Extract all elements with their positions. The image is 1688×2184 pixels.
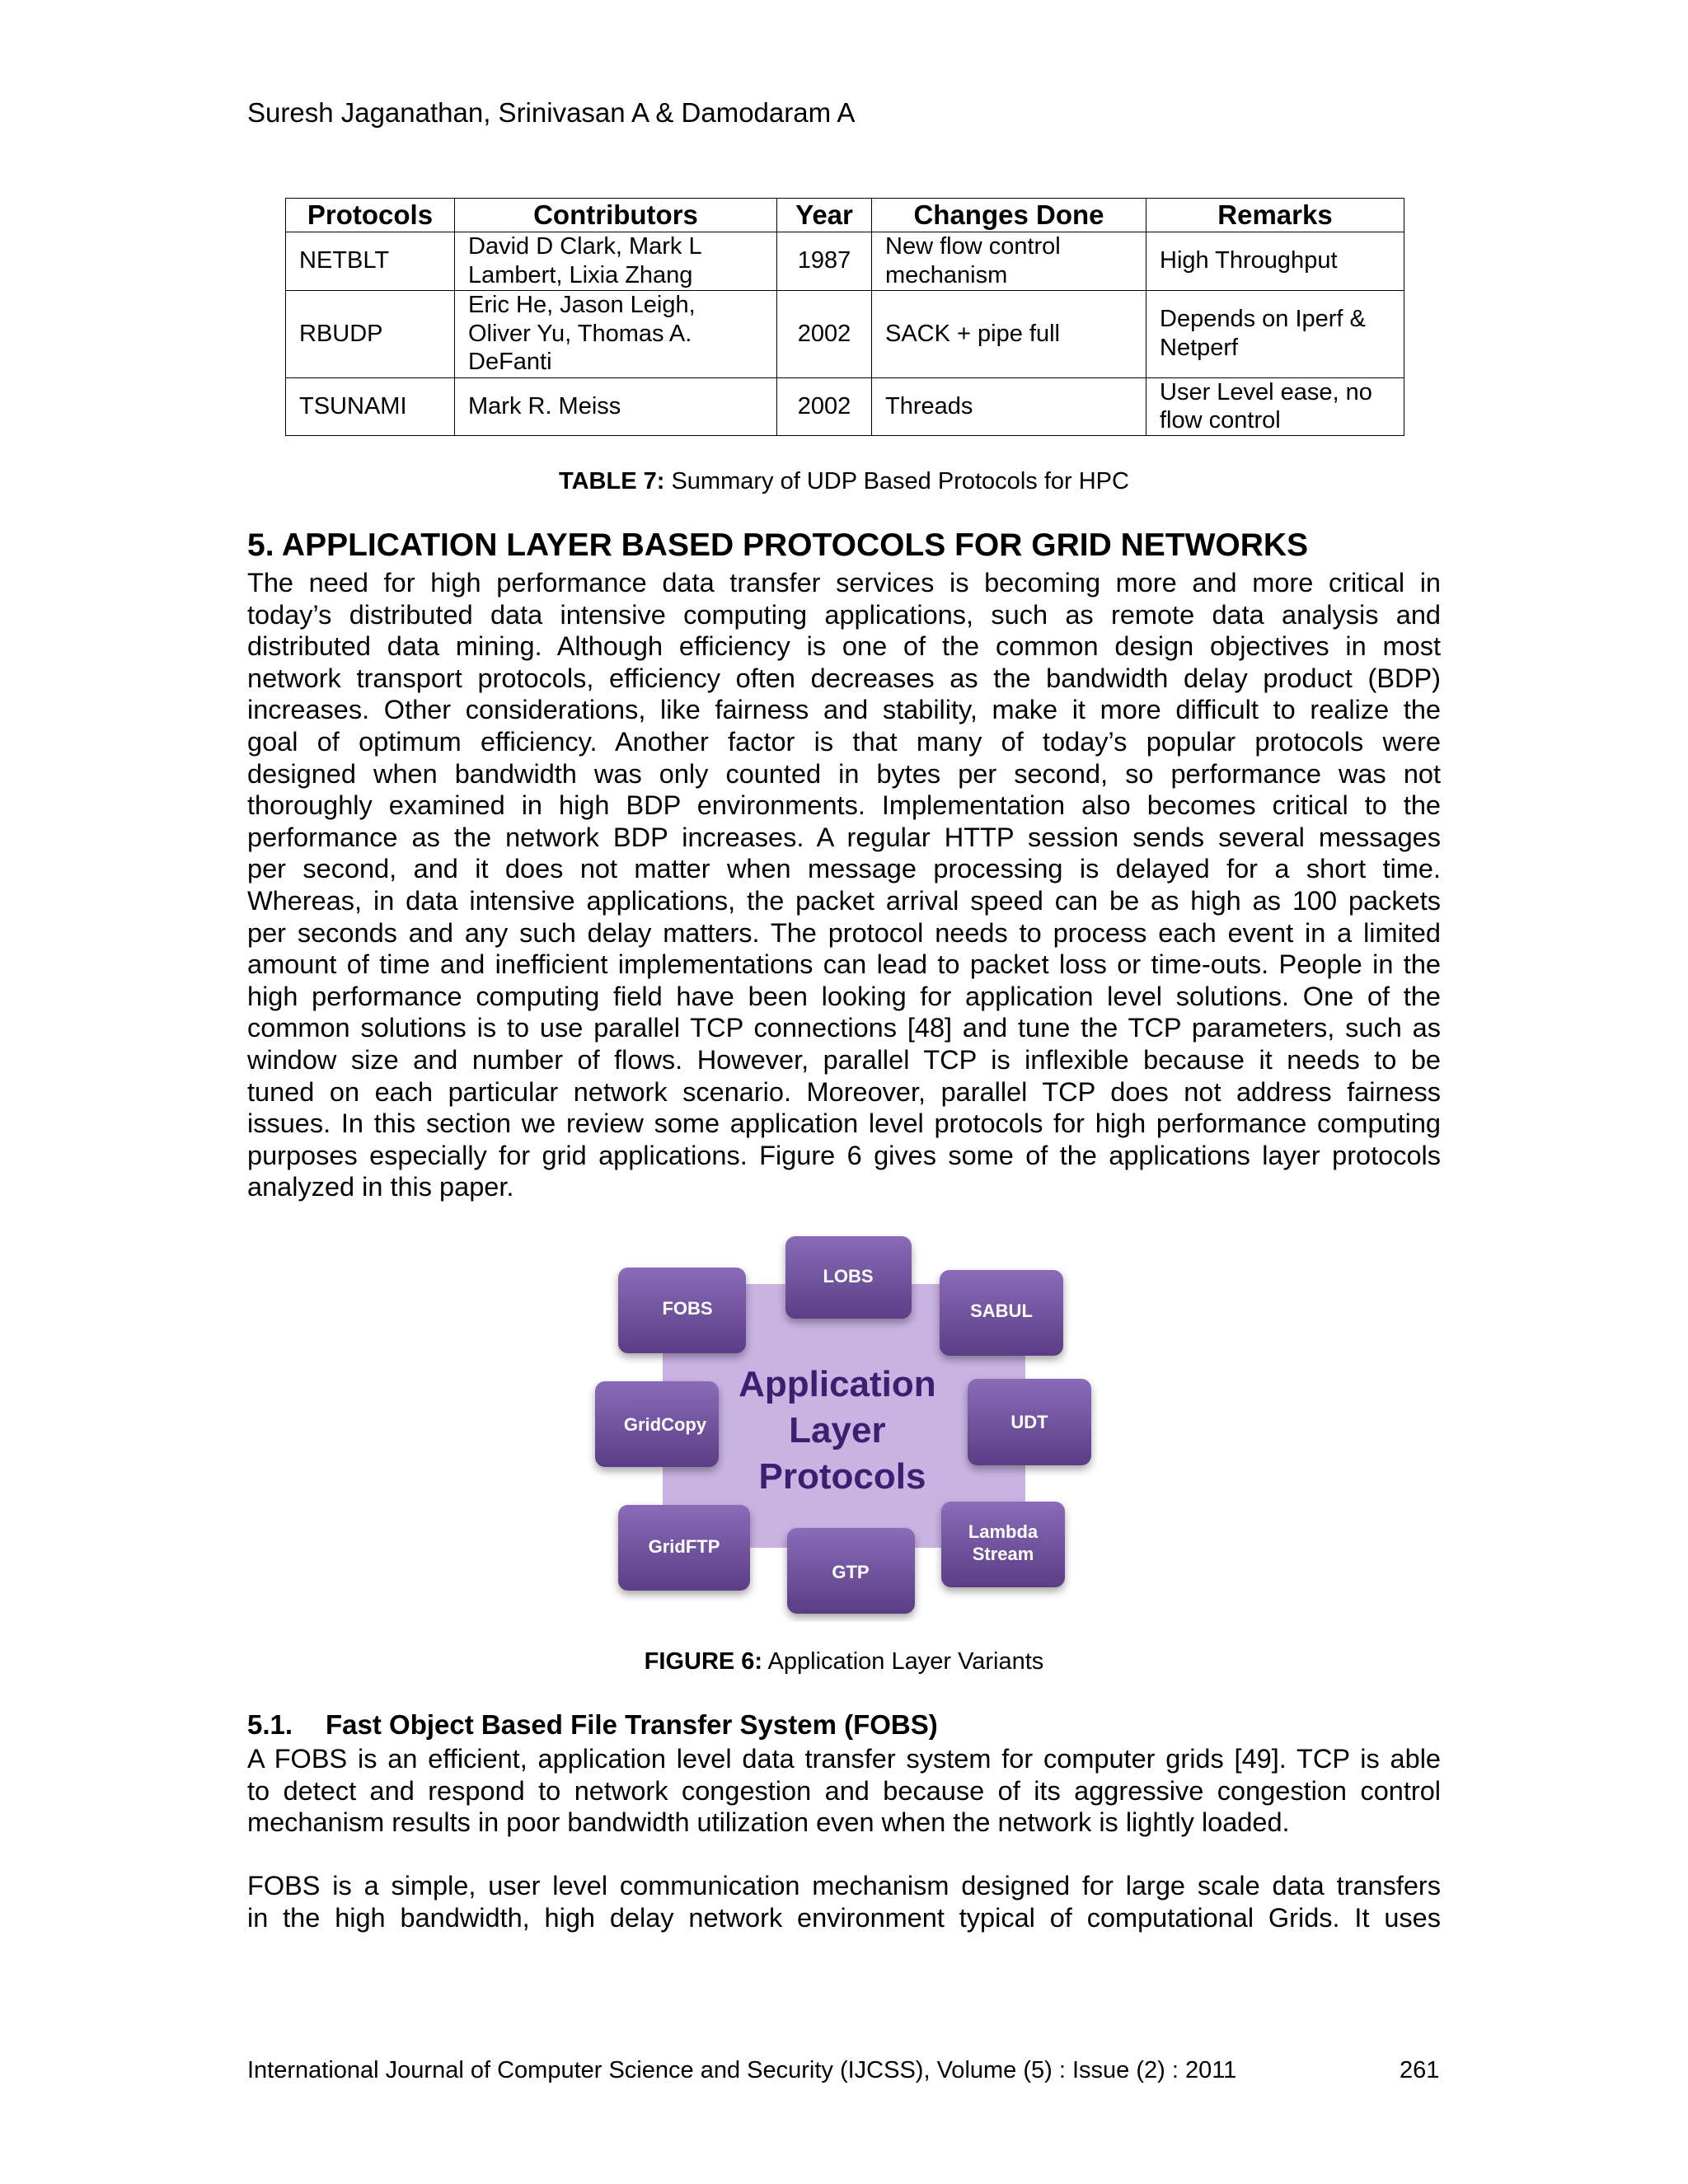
paragraph-line: tuned on each particular network scenario. Moreover, parallel TCP does not address fairness <box>247 1076 1441 1107</box>
cell-changes: New flow control mechanism <box>872 232 1146 291</box>
caption-text: Summary of UDP Based Protocols for HPC <box>671 468 1129 494</box>
section-number: 5.1. <box>247 1709 293 1740</box>
paragraph-line: designed when bandwidth was only counted in bytes per second, so performance was not <box>247 758 1441 789</box>
cell-protocol: RBUDP <box>286 290 455 377</box>
section-5-1-heading <box>247 1709 938 1741</box>
cell-remarks: High Throughput <box>1146 232 1404 291</box>
cell-contributors: David D Clark, Mark L Lambert, Lixia Zhang <box>455 232 777 291</box>
cell-year: 1987 <box>777 232 872 291</box>
paragraph-line: per seconds and any such delay matters. The protocol needs to process each event in a limited <box>247 917 1441 948</box>
table-row <box>286 377 1404 436</box>
caption-text: Application Layer Variants <box>767 1648 1044 1675</box>
paragraph-line: FOBS is a simple, user level communication mechanism designed for large scale data transfers <box>247 1871 1441 1900</box>
paragraph-line: network transport protocols, efficiency often decreases as the bandwidth delay product (BDP) <box>247 663 1441 693</box>
cell-changes: SACK + pipe full <box>872 290 1146 377</box>
svg-text:GridCopy: GridCopy <box>623 1414 707 1435</box>
svg-text:LOBS: LOBS <box>823 1266 874 1286</box>
node-gridcopy <box>595 1381 719 1467</box>
figure-6-caption <box>0 1648 1688 1675</box>
node-udt <box>968 1379 1091 1465</box>
paragraph-line: A FOBS is an efficient, application level data transfer system for computer grids [49]. TCP is able <box>247 1744 1441 1774</box>
paragraph-line: issues. In this section we review some application level protocols for high performance computing <box>247 1108 1441 1139</box>
paragraph-line: window size and number of flows. However, parallel TCP is inflexible because it needs to be <box>247 1044 1441 1075</box>
svg-text:UDT: UDT <box>1010 1412 1048 1432</box>
section-5-heading: 5. APPLICATION LAYER BASED PROTOCOLS FOR GRID NETWORKS <box>247 527 1309 563</box>
node-sabul <box>940 1270 1063 1356</box>
running-header: Suresh Jaganathan, Srinivasan A & Damodaram A <box>247 97 856 128</box>
cell-contributors: Eric He, Jason Leigh, Oliver Yu, Thomas A. DeFanti <box>455 290 777 377</box>
table-header-row <box>286 199 1404 232</box>
svg-text:FOBS: FOBS <box>662 1298 713 1319</box>
figure-6-diagram <box>587 1226 1098 1622</box>
table-7 <box>285 198 1404 436</box>
paragraph-line: common solutions is to use parallel TCP connections [48] and tune the TCP parameters, such as <box>247 1013 1441 1043</box>
cell-protocol: TSUNAMI <box>286 377 455 436</box>
paragraph-line: per second, and it does not matter when message processing is delayed for a short time. <box>247 854 1441 884</box>
caption-label: TABLE 7: <box>559 468 665 494</box>
section-5-1-paragraph-1 <box>247 1743 1441 1839</box>
cell-remarks: User Level ease, no flow control <box>1146 377 1404 436</box>
paragraph-line: analyzed in this paper. <box>247 1172 514 1202</box>
paragraph-line: increases. Other considerations, like fairness and stability, make it more difficult to realize the <box>247 695 1441 725</box>
cell-year: 2002 <box>777 290 872 377</box>
svg-text:GTP: GTP <box>832 1562 870 1582</box>
cell-protocol: NETBLT <box>286 232 455 291</box>
paragraph-line: goal of optimum efficiency. Another factor is that many of today’s popular protocols were <box>247 726 1441 757</box>
paragraph-line: performance as the network BDP increases. A regular HTTP session sends several messages <box>247 822 1441 852</box>
node-lobs <box>785 1236 912 1319</box>
paragraph-line: The need for high performance data transfer services is becoming more and more critical in <box>247 568 1441 598</box>
center-title: Application Layer Protocols <box>738 1364 936 1497</box>
caption-label: FIGURE 6: <box>644 1648 763 1675</box>
paragraph-line: high performance computing field have been looking for application level solutions. One of the <box>247 981 1441 1011</box>
paragraph-line: amount of time and inefficient implementations can lead to packet loss or time-outs. People in the <box>247 949 1441 980</box>
col-header: Protocols <box>286 199 455 232</box>
svg-text:LambdaStream: Lambda Stream <box>968 1521 1039 1564</box>
table-row <box>286 290 1404 377</box>
paragraph-line: today’s distributed data intensive computing applications, such as remote data analysis and <box>247 599 1441 630</box>
svg-text:SABUL: SABUL <box>970 1301 1033 1321</box>
node-fobs <box>618 1268 746 1353</box>
section-title: Fast Object Based File Transfer System (FOBS) <box>326 1709 938 1740</box>
table-7-caption <box>0 468 1688 495</box>
cell-contributors: Mark R. Meiss <box>455 377 777 436</box>
section-5-1-paragraph-2 <box>247 1870 1441 1933</box>
paragraph-line: purposes especially for grid applications. Figure 6 gives some of the applications layer protocols <box>247 1140 1441 1170</box>
table-row <box>286 232 1404 291</box>
cell-changes: Threads <box>872 377 1146 436</box>
paragraph-line: mechanism results in poor bandwidth utilization even when the network is lightly loaded. <box>247 1807 1290 1838</box>
cell-remarks: Depends on Iperf & Netperf <box>1146 290 1404 377</box>
paragraph-line: thoroughly examined in high BDP environments. Implementation also becomes critical to the <box>247 790 1441 821</box>
cell-year: 2002 <box>777 377 872 436</box>
col-header: Contributors <box>455 199 777 232</box>
paragraph-line: distributed data mining. Although efficiency is one of the common design objectives in most <box>247 631 1441 662</box>
svg-text:GridFTP: GridFTP <box>648 1536 720 1557</box>
col-header: Changes Done <box>872 199 1146 232</box>
node-lambda-stream <box>941 1502 1065 1587</box>
col-header: Remarks <box>1146 199 1404 232</box>
col-header: Year <box>777 199 872 232</box>
paragraph-line: Whereas, in data intensive applications, the packet arrival speed can be as high as 100 packets <box>247 885 1441 916</box>
footer-journal: International Journal of Computer Science and Security (IJCSS), Volume (5) : Issue (2) : 2011 <box>247 2057 1237 2083</box>
section-5-paragraph <box>247 567 1441 1203</box>
paragraph-line: to detect and respond to network congestion and because of its aggressive congestion control <box>247 1775 1441 1806</box>
page-number: 261 <box>1400 2057 1440 2083</box>
node-gridftp <box>618 1505 750 1591</box>
paragraph-line: in the high bandwidth, high delay network environment typical of computational Grids. It uses <box>247 1902 1441 1933</box>
node-gtp <box>787 1528 915 1614</box>
